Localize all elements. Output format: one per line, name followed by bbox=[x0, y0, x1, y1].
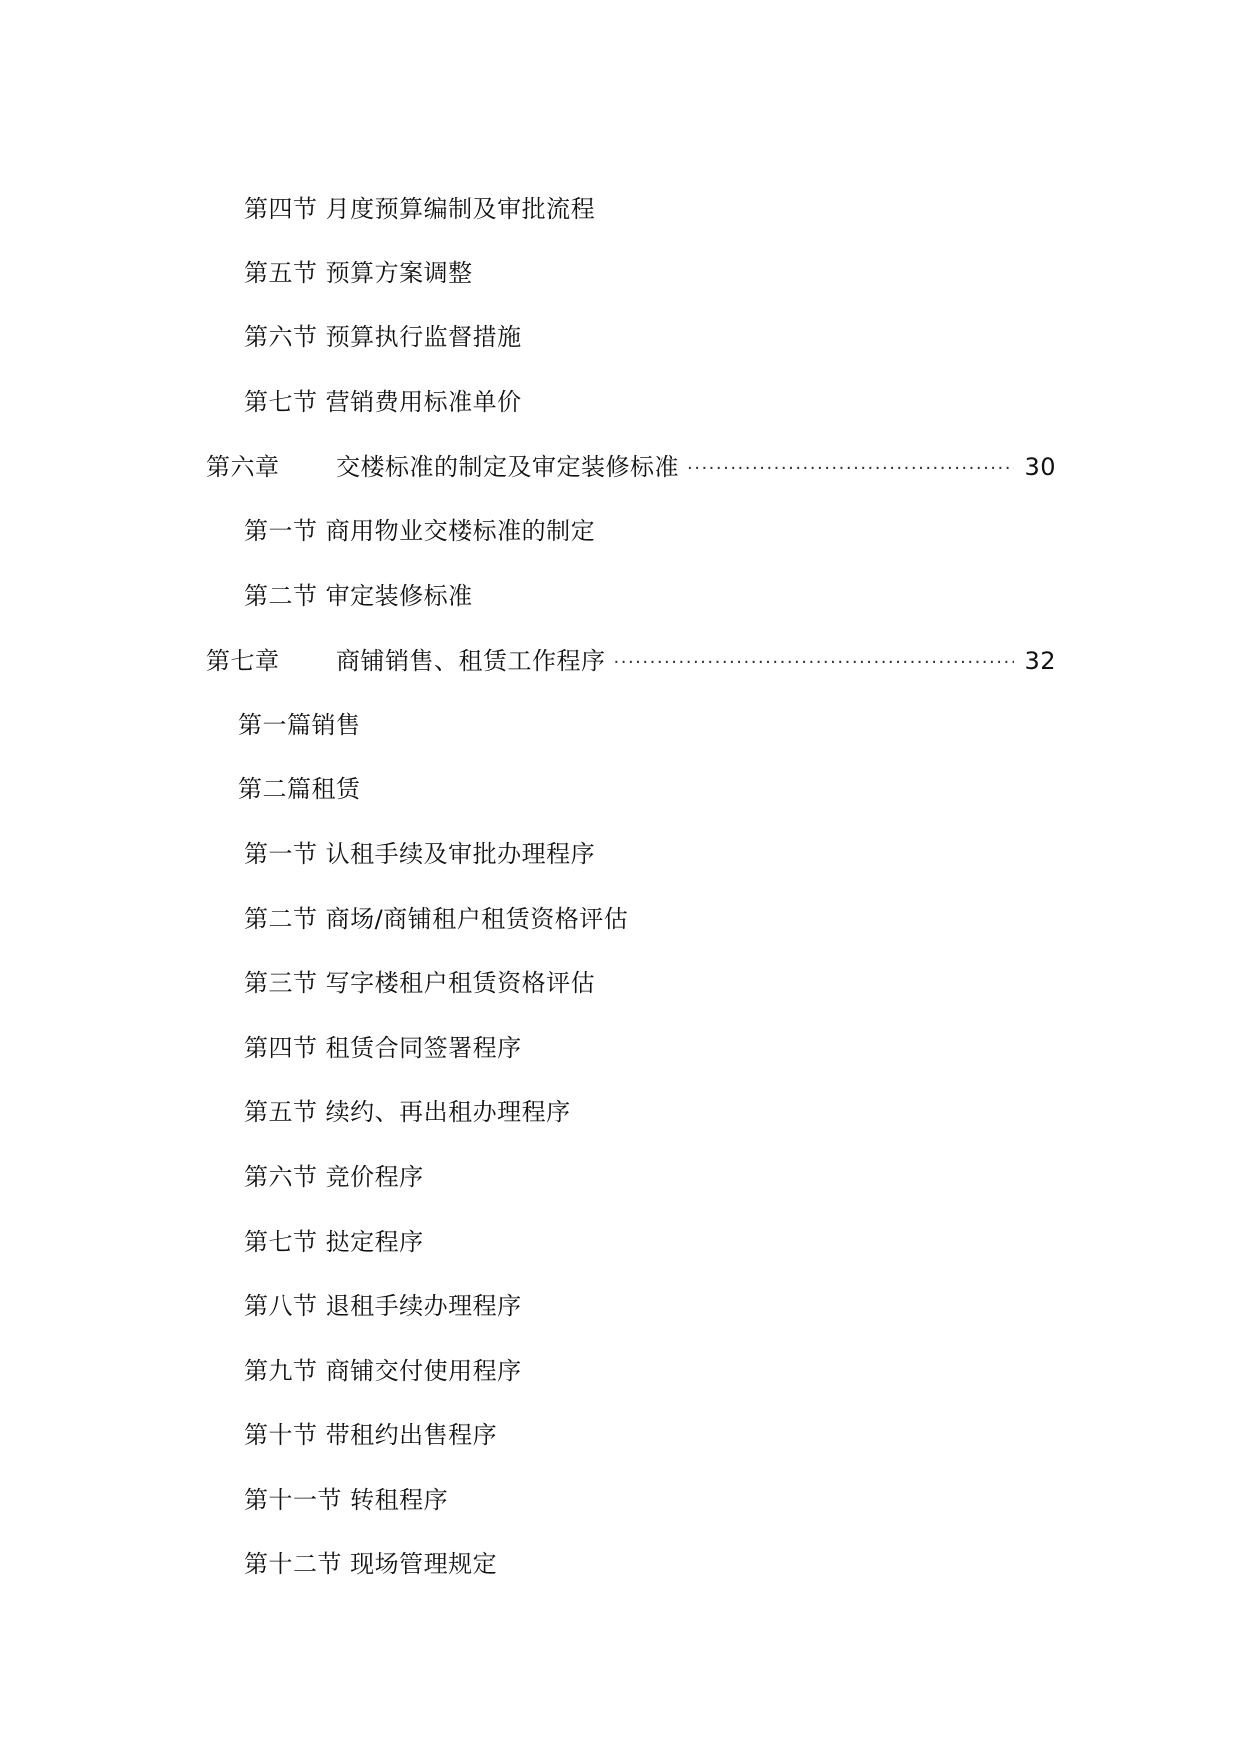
toc-section-entry[interactable]: 第七节 挞定程序 bbox=[244, 1228, 424, 1256]
toc-section-entry[interactable]: 第六节 预算执行监督措施 bbox=[244, 323, 522, 351]
chapter-page-number: 32 bbox=[1024, 647, 1056, 675]
chapter-number: 第六章 bbox=[206, 453, 280, 481]
toc-section-entry[interactable]: 第六节 竞价程序 bbox=[244, 1163, 424, 1191]
toc-section-entry[interactable]: 第五节 续约、再出租办理程序 bbox=[244, 1098, 571, 1126]
toc-part-entry[interactable]: 第二篇租赁 bbox=[238, 775, 361, 803]
toc-section-entry[interactable]: 第七节 营销费用标准单价 bbox=[244, 388, 522, 416]
chapter-number: 第七章 bbox=[206, 647, 280, 675]
chapter-page-number: 30 bbox=[1024, 453, 1056, 481]
toc-section-entry[interactable]: 第二节 商场/商铺租户租赁资格评估 bbox=[244, 905, 629, 933]
toc-section-entry[interactable]: 第九节 商铺交付使用程序 bbox=[244, 1357, 522, 1385]
toc-section-entry[interactable]: 第三节 写字楼租户租赁资格评估 bbox=[244, 969, 596, 997]
toc-chapter-entry[interactable] bbox=[206, 644, 1056, 678]
toc-chapter-entry[interactable] bbox=[206, 450, 1056, 484]
toc-section-entry[interactable]: 第一节 商用物业交楼标准的制定 bbox=[244, 517, 596, 545]
toc-part-entry[interactable]: 第一篇销售 bbox=[238, 711, 361, 739]
toc-section-entry[interactable]: 第十节 带租约出售程序 bbox=[244, 1421, 498, 1449]
chapter-title: 商铺销售、租赁工作程序 bbox=[336, 647, 606, 675]
toc-section-entry[interactable]: 第四节 月度预算编制及审批流程 bbox=[244, 195, 596, 223]
toc-section-entry[interactable]: 第四节 租赁合同签署程序 bbox=[244, 1034, 522, 1062]
toc-section-entry[interactable]: 第五节 预算方案调整 bbox=[244, 259, 473, 287]
toc-section-entry[interactable]: 第八节 退租手续办理程序 bbox=[244, 1292, 522, 1320]
toc-section-entry[interactable]: 第二节 审定装修标准 bbox=[244, 582, 473, 610]
toc-section-entry[interactable]: 第十一节 转租程序 bbox=[244, 1486, 449, 1514]
chapter-title: 交楼标准的制定及审定装修标准 bbox=[336, 453, 679, 481]
toc-section-entry[interactable]: 第一节 认租手续及审批办理程序 bbox=[244, 840, 596, 868]
dot-leader bbox=[687, 450, 1014, 484]
toc-section-entry[interactable]: 第十二节 现场管理规定 bbox=[244, 1550, 498, 1578]
dot-leader bbox=[614, 644, 1015, 678]
